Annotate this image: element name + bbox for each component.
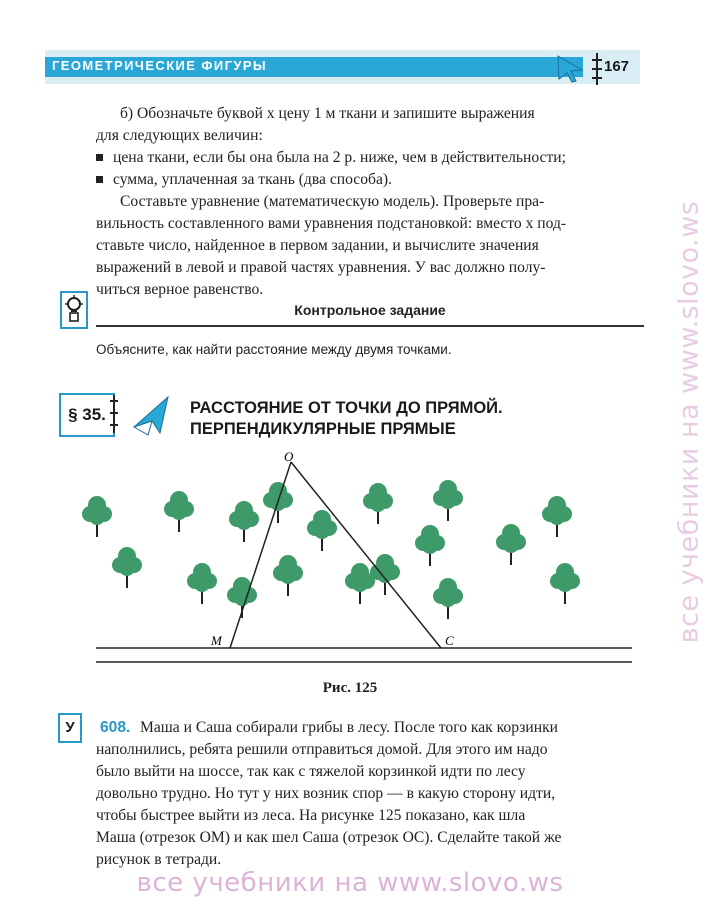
- arrow-cursor-icon: [556, 52, 586, 84]
- point-label-M: M: [211, 633, 222, 648]
- exercise-number: 608.: [100, 719, 131, 736]
- tree-icon: [307, 510, 337, 551]
- tree-icon: [273, 555, 303, 596]
- tree-icon: [345, 563, 375, 604]
- watermark-bottom: все учебники на www.slovo.ws: [136, 868, 564, 898]
- tree-icon: [370, 554, 400, 595]
- tree-icon: [164, 491, 194, 532]
- control-task-text: Объясните, как найти расстояние между двумя точками.: [96, 342, 452, 357]
- task-b-line-6: выражений в левой и правой частях уравнения. У вас должно полу-: [96, 259, 546, 276]
- point-label-O: O: [284, 449, 294, 464]
- exercise-line-7: рисунок в тетради.: [96, 851, 222, 868]
- exercise-level-badge: У: [58, 713, 82, 743]
- exercise-line-2: наполнились, ребята решили отправиться домой. Для этого им надо: [96, 741, 548, 758]
- lightbulb-icon: [60, 291, 88, 329]
- task-b-line-3: Составьте уравнение (математическую модель). Проверьте пра-: [120, 193, 545, 210]
- bullet-icon: [96, 154, 103, 161]
- task-b-line-2: для следующих величин:: [96, 127, 263, 144]
- section-arrow-icon: [108, 389, 180, 439]
- exercise-line-3: было выйти на шоссе, так как с тяжелой корзинкой идти по лесу: [96, 763, 526, 780]
- section-title-line-1: РАССТОЯНИЕ ОТ ТОЧКИ ДО ПРЯМОЙ.: [190, 399, 503, 417]
- task-b-line-5: ставьте число, найденное в первом задании, и вычислите значения: [96, 237, 539, 254]
- tree-icon: [82, 496, 112, 537]
- exercise-line-4: довольно трудно. Но тут у них возник спор — в какую сторону идти,: [96, 785, 556, 802]
- task-b-line-1: б) Обозначьте буквой x цену 1 м ткани и запишите выражения: [120, 105, 535, 122]
- point-label-C: C: [445, 633, 454, 648]
- figure-caption: Рис. 125: [322, 680, 378, 696]
- segment-OM: [230, 462, 291, 648]
- section-title-line-2: ПЕРПЕНДИКУЛЯРНЫЕ ПРЯМЫЕ: [190, 420, 456, 438]
- task-b-bullet-1: цена ткани, если бы она была на 2 р. ниже, чем в действительности;: [113, 149, 566, 166]
- tree-icon: [550, 563, 580, 604]
- control-task-title: Контрольное задание: [294, 302, 446, 318]
- bullet-icon: [96, 176, 103, 183]
- tree-group: [82, 480, 580, 619]
- task-b-line-4: вильность составленного вами уравнения подстановкой: вместо x под-: [96, 215, 567, 232]
- exercise-line-1: Маша и Саша собирали грибы в лесу. После того как корзинки: [140, 719, 558, 736]
- exercise-line-5: чтобы быстрее выйти из леса. На рисунке 125 показано, как шла: [96, 807, 526, 824]
- tree-icon: [415, 525, 445, 566]
- figure-forest-road: [80, 445, 640, 673]
- task-b-bullet-2: сумма, уплаченная за ткань (два способа).: [113, 171, 392, 188]
- watermark-side: все учебники на www.slovo.ws: [673, 200, 705, 644]
- running-title: ГЕОМЕТРИЧЕСКИЕ ФИГУРЫ: [52, 58, 268, 73]
- tree-icon: [433, 480, 463, 521]
- tree-icon: [187, 563, 217, 604]
- exercise-line-6: Маша (отрезок OM) и как шел Саша (отрезок OC). Сделайте такой же: [96, 829, 562, 846]
- tree-icon: [496, 524, 526, 565]
- tree-icon: [363, 483, 393, 524]
- tree-icon: [542, 496, 572, 537]
- segment-OC: [291, 462, 441, 648]
- task-b-line-7: читься верное равенство.: [96, 281, 264, 298]
- divider: [96, 325, 644, 327]
- section-title: [190, 398, 503, 440]
- tree-icon: [112, 547, 142, 588]
- section-number: § 35.: [59, 393, 115, 437]
- tree-icon: [229, 501, 259, 542]
- notebook-spiral-icon: [590, 52, 604, 86]
- page-number: 167: [604, 58, 630, 75]
- tree-icon: [433, 578, 463, 619]
